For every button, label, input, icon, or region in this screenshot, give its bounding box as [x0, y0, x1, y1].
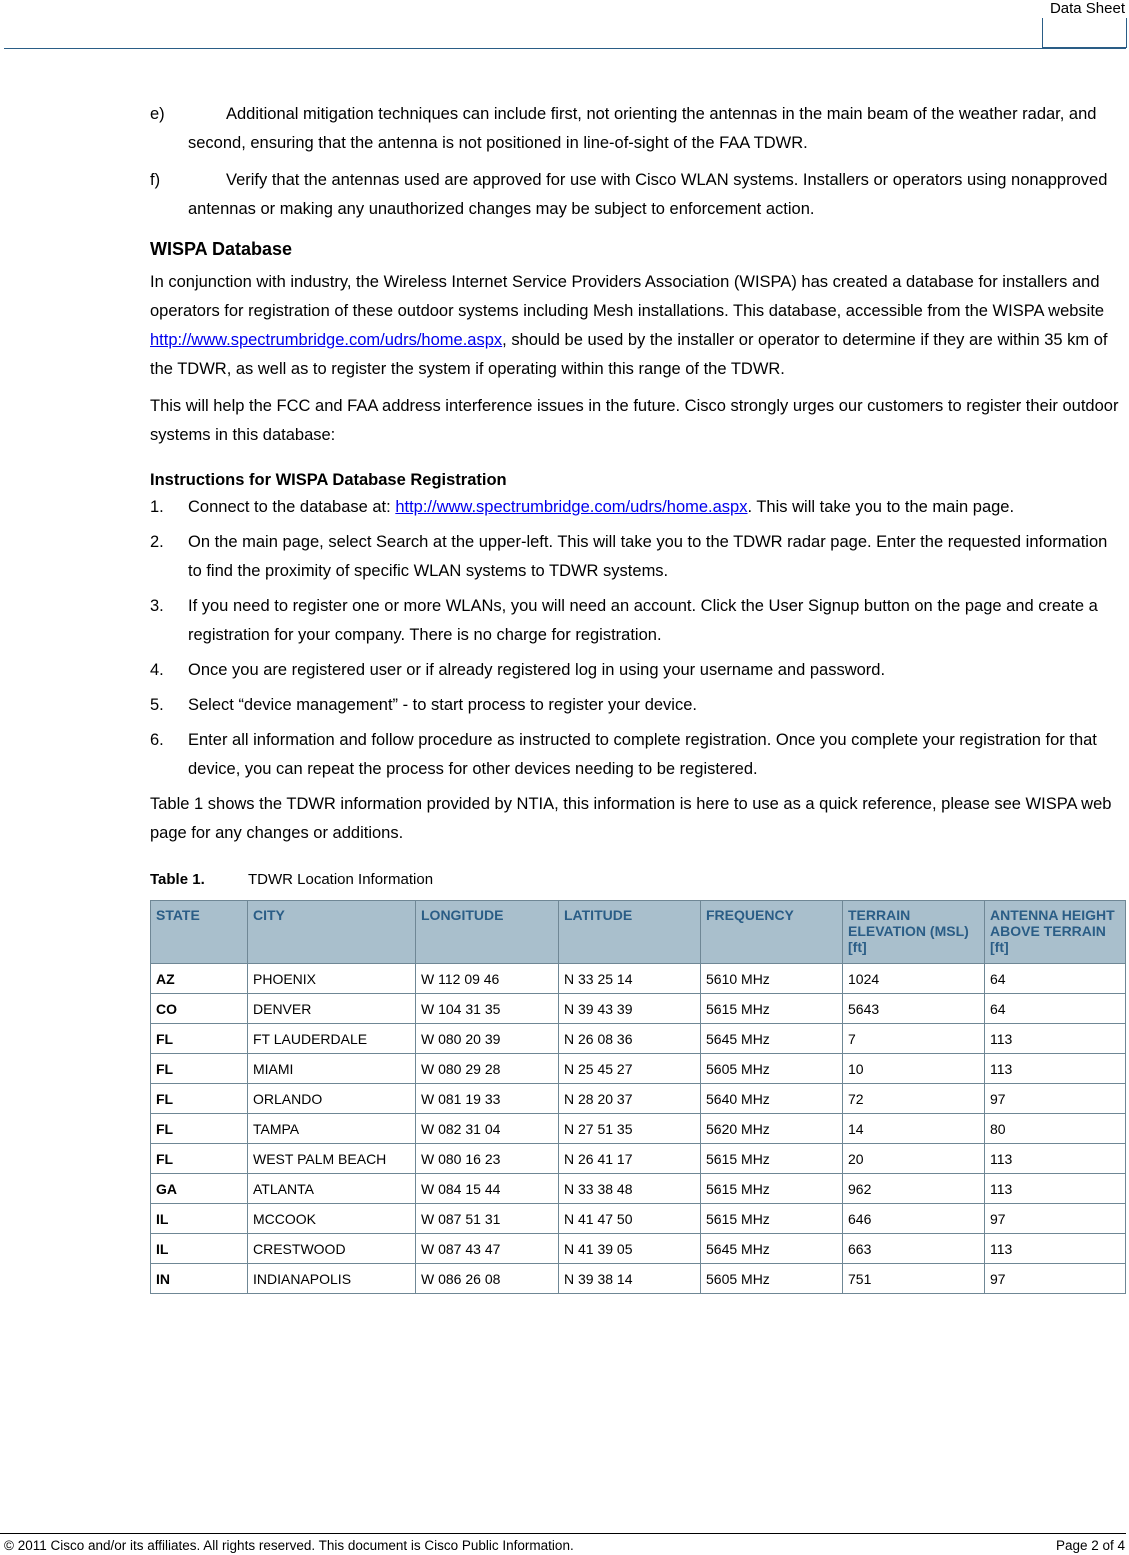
- step-text: Enter all information and follow procedure as instructed to complete registration. Once you complete your registration for that device, you can repeat the process for other devices needing to be registered.: [188, 731, 1097, 778]
- step-text: Once you are registered user or if already registered log in using your username and password.: [188, 661, 886, 679]
- list-item-text: Additional mitigation techniques can include first, not orienting the antennas in the main beam of the weather radar, and second, ensuring that the antenna is not positioned in line-of-sight of the FAA TDWR.: [188, 105, 1097, 152]
- table-cell: IL: [151, 1204, 248, 1234]
- step-text: If you need to register one or more WLANs, you will need an account. Click the User Signup button on the page and create a registration for your company. There is no charge for registration.: [188, 597, 1098, 644]
- list-item-e: [150, 100, 1125, 158]
- wispa-paragraph-1: [150, 268, 1125, 384]
- table-cell: W 086 26 08: [416, 1264, 559, 1294]
- table-cell: WEST PALM BEACH: [248, 1144, 416, 1174]
- instructions-heading: Instructions for WISPA Database Registration: [150, 471, 507, 489]
- table-cell: IN: [151, 1264, 248, 1294]
- column-header: LATITUDE: [559, 901, 701, 964]
- table-cell: 5615 MHz: [701, 994, 843, 1024]
- step-number: 3.: [150, 597, 164, 615]
- table-cell: W 087 51 31: [416, 1204, 559, 1234]
- table-cell: CRESTWOOD: [248, 1234, 416, 1264]
- footer-rule: [0, 1533, 1126, 1534]
- table-cell: W 080 20 39: [416, 1024, 559, 1054]
- list-mark: f): [150, 171, 161, 189]
- table-body: [151, 964, 1126, 1294]
- table-cell: 5610 MHz: [701, 964, 843, 994]
- table-cell: FL: [151, 1054, 248, 1084]
- wispa-website-link[interactable]: http://www.spectrumbridge.com/udrs/home.aspx: [150, 331, 503, 349]
- wispa-p1-text-b: , should be used by the installer or operator to determine if they are within 35 km of the TDWR, as well as to register the system if operating within this range of the TDWR.: [150, 331, 1108, 378]
- table-cell: FL: [151, 1024, 248, 1054]
- step-number: 5.: [150, 696, 164, 714]
- table-header-row: [151, 901, 1126, 964]
- column-header: STATE: [151, 901, 248, 964]
- table-cell: 5615 MHz: [701, 1144, 843, 1174]
- table-cell: 10: [843, 1054, 985, 1084]
- column-header: FREQUENCY: [701, 901, 843, 964]
- header-rule: [4, 48, 1126, 49]
- table-row: [151, 964, 1126, 994]
- table-cell: W 112 09 46: [416, 964, 559, 994]
- list-item: [150, 592, 1125, 650]
- wispa-paragraph-2: This will help the FCC and FAA address interference issues in the future. Cisco strongly urges our customers to register their outdoor systems in this database:: [150, 397, 1119, 444]
- table-cell: FL: [151, 1144, 248, 1174]
- step-number: 6.: [150, 731, 164, 749]
- footer-copyright: © 2011 Cisco and/or its affiliates. All rights reserved. This document is Cisco Public Information.: [4, 1538, 574, 1553]
- table-cell: 7: [843, 1024, 985, 1054]
- list-item: [150, 493, 1125, 522]
- table-cell: INDIANAPOLIS: [248, 1264, 416, 1294]
- table-cell: TAMPA: [248, 1114, 416, 1144]
- table-intro: Table 1 shows the TDWR information provided by NTIA, this information is here to use as a quick reference, please see WISPA web page for any changes or additions.: [150, 795, 1112, 842]
- step-text-b: . This will take you to the main page.: [747, 498, 1015, 516]
- table-cell: 113: [985, 1054, 1126, 1084]
- table-cell: FT LAUDERDALE: [248, 1024, 416, 1054]
- table-row: [151, 1054, 1126, 1084]
- table-cell: 64: [985, 994, 1126, 1024]
- table-cell: 113: [985, 1144, 1126, 1174]
- column-header: LONGITUDE: [416, 901, 559, 964]
- table-cell: AZ: [151, 964, 248, 994]
- table-cell: 1024: [843, 964, 985, 994]
- table-cell: FL: [151, 1114, 248, 1144]
- table-cell: 5615 MHz: [701, 1174, 843, 1204]
- table-row: [151, 1174, 1126, 1204]
- table-cell: 64: [985, 964, 1126, 994]
- table-cell: N 26 08 36: [559, 1024, 701, 1054]
- table-cell: W 087 43 47: [416, 1234, 559, 1264]
- table-cell: ORLANDO: [248, 1084, 416, 1114]
- table-cell: 14: [843, 1114, 985, 1144]
- table-cell: W 082 31 04: [416, 1114, 559, 1144]
- table-cell: 5605 MHz: [701, 1264, 843, 1294]
- table-cell: 97: [985, 1264, 1126, 1294]
- table-cell: N 39 43 39: [559, 994, 701, 1024]
- table-cell: N 33 38 48: [559, 1174, 701, 1204]
- table-cell: N 28 20 37: [559, 1084, 701, 1114]
- wispa-p1-text-a: In conjunction with industry, the Wireless Internet Service Providers Association (WISPA) has created a database for installers and operators for registration of these outdoor systems including Mesh installations. This database, accessible from the WISPA website: [150, 273, 1105, 320]
- table-cell: GA: [151, 1174, 248, 1204]
- table-cell: ATLANTA: [248, 1174, 416, 1204]
- table-cell: 646: [843, 1204, 985, 1234]
- table-cell: 20: [843, 1144, 985, 1174]
- instructions-list: [150, 493, 1125, 784]
- table-cell: N 33 25 14: [559, 964, 701, 994]
- table-cell: N 39 38 14: [559, 1264, 701, 1294]
- table-row: [151, 1024, 1126, 1054]
- column-header: ANTENNA HEIGHT ABOVE TERRAIN [ft]: [985, 901, 1126, 964]
- table-cell: 72: [843, 1084, 985, 1114]
- table-cell: W 084 15 44: [416, 1174, 559, 1204]
- table-row: [151, 1084, 1126, 1114]
- step-text: On the main page, select Search at the upper-left. This will take you to the TDWR radar page. Enter the requested information to find the proximity of specific WLAN systems to TDWR systems.: [188, 533, 1108, 580]
- table-cell: 97: [985, 1084, 1126, 1114]
- table-cell: PHOENIX: [248, 964, 416, 994]
- list-item-text: Verify that the antennas used are approved for use with Cisco WLAN systems. Installers or operators using nonapproved antennas or making any unauthorized changes may be subject to enforcement action.: [188, 171, 1108, 218]
- table-cell: DENVER: [248, 994, 416, 1024]
- table-cell: 751: [843, 1264, 985, 1294]
- table-cell: 113: [985, 1174, 1126, 1204]
- table-cell: MIAMI: [248, 1054, 416, 1084]
- table-cell: 113: [985, 1234, 1126, 1264]
- table-row: [151, 1114, 1126, 1144]
- table-cell: W 080 29 28: [416, 1054, 559, 1084]
- table-cell: 113: [985, 1024, 1126, 1054]
- list-item: [150, 726, 1125, 784]
- table-row: [151, 1234, 1126, 1264]
- column-header: TERRAIN ELEVATION (MSL) [ft]: [843, 901, 985, 964]
- table-cell: N 27 51 35: [559, 1114, 701, 1144]
- table-cell: IL: [151, 1234, 248, 1264]
- table-cell: W 104 31 35: [416, 994, 559, 1024]
- table-row: [151, 1144, 1126, 1174]
- table-row: [151, 994, 1126, 1024]
- table-cell: 962: [843, 1174, 985, 1204]
- table-cell: W 080 16 23: [416, 1144, 559, 1174]
- table-cell: N 26 41 17: [559, 1144, 701, 1174]
- table-row: [151, 1204, 1126, 1234]
- main-content: [150, 100, 1125, 1294]
- table-cell: N 41 47 50: [559, 1204, 701, 1234]
- table-cell: 5643: [843, 994, 985, 1024]
- table-cell: 5605 MHz: [701, 1054, 843, 1084]
- table-cell: 5645 MHz: [701, 1234, 843, 1264]
- table-cell: 5620 MHz: [701, 1114, 843, 1144]
- table-cell: 663: [843, 1234, 985, 1264]
- table-cell: CO: [151, 994, 248, 1024]
- table-cell: W 081 19 33: [416, 1084, 559, 1114]
- wispa-heading: WISPA Database: [150, 239, 293, 259]
- list-item-f: [150, 166, 1125, 224]
- step-number: 2.: [150, 533, 164, 551]
- step-number: 4.: [150, 661, 164, 679]
- list-item: [150, 528, 1125, 586]
- table-cell: 5645 MHz: [701, 1024, 843, 1054]
- table-cell: MCCOOK: [248, 1204, 416, 1234]
- table-cell: N 25 45 27: [559, 1054, 701, 1084]
- tdwr-table: [150, 900, 1126, 1294]
- table-caption-label: Table 1.: [150, 871, 205, 888]
- table-caption: [150, 870, 1125, 890]
- column-header: CITY: [248, 901, 416, 964]
- table-cell: 97: [985, 1204, 1126, 1234]
- table-cell: 80: [985, 1114, 1126, 1144]
- list-item: [150, 656, 1125, 685]
- footer-page-number: Page 2 of 4: [1055, 1538, 1125, 1553]
- step-text: Select “device management” - to start process to register your device.: [188, 696, 697, 714]
- header-tab-frame: [1042, 18, 1127, 48]
- table-cell: 5615 MHz: [701, 1204, 843, 1234]
- step-text-a: Connect to the database at:: [188, 498, 396, 516]
- list-mark: e): [150, 105, 165, 123]
- table-cell: N 41 39 05: [559, 1234, 701, 1264]
- list-item: [150, 691, 1125, 720]
- step-number: 1.: [150, 498, 164, 516]
- table-cell: FL: [151, 1084, 248, 1114]
- header-label: Data Sheet: [1049, 0, 1125, 17]
- database-link[interactable]: http://www.spectrumbridge.com/udrs/home.aspx: [395, 498, 748, 516]
- table-row: [151, 1264, 1126, 1294]
- table-cell: 5640 MHz: [701, 1084, 843, 1114]
- table-caption-title: TDWR Location Information: [248, 871, 434, 888]
